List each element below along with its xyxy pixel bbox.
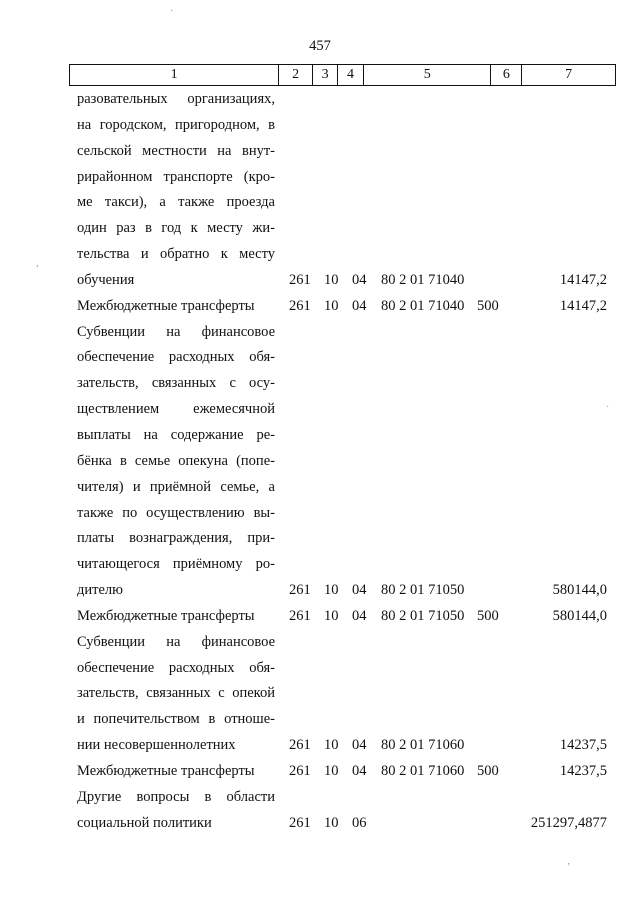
row-line [0,502,640,528]
amount: 251297,4877 [530,814,607,831]
description-text [77,220,275,237]
target-article-code: 80 2 01 71040 [381,297,465,314]
word: а [159,194,166,211]
word: также [178,194,215,211]
section-code: 10 [324,607,339,624]
word: Другие [77,788,122,805]
word: с [229,375,236,392]
table-row [0,321,640,605]
word: выплаты [77,426,131,443]
target-article-code: 80 2 01 71050 [381,607,465,624]
word: на [166,633,181,650]
description-text [77,453,275,470]
row-line [0,708,640,734]
word: такси), [104,194,148,211]
word: месту [207,220,243,237]
row-line [0,476,640,502]
word: и [140,246,149,263]
scan-speck: ‚ [567,856,571,867]
word: области [226,788,275,805]
row-line [0,734,640,760]
row-line [0,450,640,476]
word: Субвенции [77,633,145,650]
word: вознаграждения, [129,530,233,547]
word: содержание [170,426,244,443]
table-body [0,88,640,837]
description-text [77,246,275,263]
row-line [0,631,640,657]
scan-speck: · [170,6,174,17]
description-text [77,711,275,728]
word: семье [134,452,171,469]
section-code: 10 [324,582,339,599]
row-line [0,424,640,450]
amount: 14147,2 [559,271,607,288]
word: расходных [168,349,235,366]
target-article-code: 80 2 01 71060 [381,762,465,779]
word: осу- [249,375,275,392]
word: в [208,711,216,728]
subsection-code: 04 [352,271,367,288]
word: ро- [255,556,275,573]
table-row [0,786,640,838]
amount: 14147,2 [559,297,607,314]
section-code: 10 [324,737,339,754]
word: внут- [241,142,275,159]
word: раз [116,220,136,237]
word: (попе- [236,452,275,469]
amount: 14237,5 [559,737,607,754]
description-text [77,349,275,366]
word: сельской [77,142,132,159]
word: связанных [146,685,211,702]
description-text [77,634,275,651]
page-number: 457 [309,38,331,54]
word: месту [239,246,275,263]
description-text [77,556,275,573]
header-col-6: 6 [491,65,522,85]
description-text [77,194,275,211]
row-line [0,760,640,786]
header-col-1: 1 [70,65,279,85]
table-row [0,605,640,631]
grbs-code: 261 [289,582,311,599]
word: организациях, [187,91,275,107]
grbs-code: 261 [289,297,311,314]
word: опекуна [178,452,228,469]
row-line [0,605,640,631]
word: по [122,504,138,521]
description-text [77,143,275,160]
word: на [217,142,232,159]
word: в [145,220,152,237]
word: обеспечение [77,349,155,366]
grbs-code: 261 [289,737,311,754]
description-text: Межбюджетные трансферты [77,607,255,624]
word: один [77,220,107,237]
description-text [77,91,275,108]
subsection-code: 06 [352,814,367,831]
word: отноше- [224,711,275,728]
target-article-code: 80 2 01 71060 [381,737,465,754]
description-text [77,401,275,418]
row-line [0,88,640,114]
row-line [0,657,640,683]
word: читающегося [77,556,160,573]
word: обя- [249,349,275,366]
word: ежемесячной [193,401,275,418]
row-line [0,527,640,553]
description-text [77,324,275,341]
word: зательств, [77,685,139,702]
grbs-code: 261 [289,762,311,779]
word: пригородном, [175,116,260,133]
word: чителя) [77,478,124,495]
word: к [220,246,228,263]
description-text: нии несовершеннолетних [77,737,236,754]
description-text: дителю [77,582,123,599]
word: зательств, [77,375,139,392]
row-line [0,243,640,269]
row-line [0,812,640,838]
word: Субвенции [77,323,145,340]
word: обя- [249,659,275,676]
amount: 580144,0 [552,582,607,599]
table-row [0,295,640,321]
table-header [69,64,616,86]
amount: 580144,0 [552,607,607,624]
header-col-3: 3 [313,65,338,85]
row-line [0,398,640,424]
word: в [204,788,212,805]
word: год [161,220,182,237]
header-col-5: 5 [364,65,492,85]
word: попечительством [93,711,200,728]
word: обеспечение [77,659,155,676]
grbs-code: 261 [289,271,311,288]
table-row [0,631,640,760]
word: вы- [253,504,275,521]
description-text [77,117,275,134]
scan-speck: · [606,402,610,413]
word: ществлением [77,401,160,418]
word: связанных [151,375,217,392]
table-row [0,88,640,295]
word: на [77,116,92,133]
word: (кро- [243,168,275,185]
subsection-code: 04 [352,582,367,599]
header-col-4: 4 [338,65,364,85]
word: финансовое [201,323,275,340]
word: на [143,426,158,443]
row-line [0,372,640,398]
row-line [0,321,640,347]
description-text [77,530,275,547]
description-text [77,427,275,444]
row-line [0,579,640,605]
description-text [77,505,275,522]
expense-type-code: 500 [477,762,499,779]
word: городском, [99,116,167,133]
word: в [119,452,127,469]
row-line [0,140,640,166]
word: тельства [77,246,130,263]
description-text: социальной политики [77,814,212,831]
word: ме [77,194,93,211]
scan-speck: , [36,258,39,269]
row-line [0,682,640,708]
description-text [77,479,275,496]
description-text: обучения [77,271,135,288]
row-line [0,295,640,321]
target-article-code: 80 2 01 71050 [381,582,465,599]
header-col-2: 2 [279,65,313,85]
word: разовательных [77,91,168,107]
row-line [0,191,640,217]
word: на [166,323,181,340]
section-code: 10 [324,297,339,314]
word: финансовое [201,633,275,650]
row-line [0,217,640,243]
description-text [77,685,275,702]
target-article-code: 80 2 01 71040 [381,271,465,288]
word: семье, [220,478,260,495]
word: при- [247,530,275,547]
subsection-code: 04 [352,297,367,314]
word: к [190,220,198,237]
word: в [268,116,275,133]
expense-type-code: 500 [477,297,499,314]
word: ре- [256,426,275,443]
word: местности [142,142,207,159]
subsection-code: 04 [352,737,367,754]
row-line [0,786,640,812]
word: и [77,711,85,728]
word: обратно [160,246,210,263]
word: бёнка [77,452,112,469]
word: приёмной [149,478,212,495]
amount: 14237,5 [559,762,607,779]
grbs-code: 261 [289,814,311,831]
word: рирайонном [77,168,153,185]
grbs-code: 261 [289,607,311,624]
word: а [268,478,275,495]
word: с [218,685,225,702]
section-code: 10 [324,814,339,831]
expense-type-code: 500 [477,607,499,624]
description-text [77,660,275,677]
word: жи- [252,220,275,237]
row-line [0,166,640,192]
header-col-7: 7 [565,67,573,82]
word: проезда [226,194,275,211]
description-text [77,375,275,392]
word: осуществлению [146,504,245,521]
section-code: 10 [324,762,339,779]
section-code: 10 [324,271,339,288]
row-line [0,553,640,579]
word: приёмному [172,556,243,573]
word: вопросы [136,788,190,805]
word: расходных [168,659,235,676]
row-line [0,269,640,295]
description-text: Межбюджетные трансферты [77,297,255,314]
description-text [77,789,275,806]
word: опекой [232,685,275,702]
table-row [0,760,640,786]
subsection-code: 04 [352,607,367,624]
subsection-code: 04 [352,762,367,779]
description-text: Межбюджетные трансферты [77,762,255,779]
row-line [0,346,640,372]
row-line [0,114,640,140]
word: также [77,504,114,521]
word: и [132,478,141,495]
word: платы [77,530,115,547]
word: транспорте [163,168,233,185]
description-text [77,169,275,186]
